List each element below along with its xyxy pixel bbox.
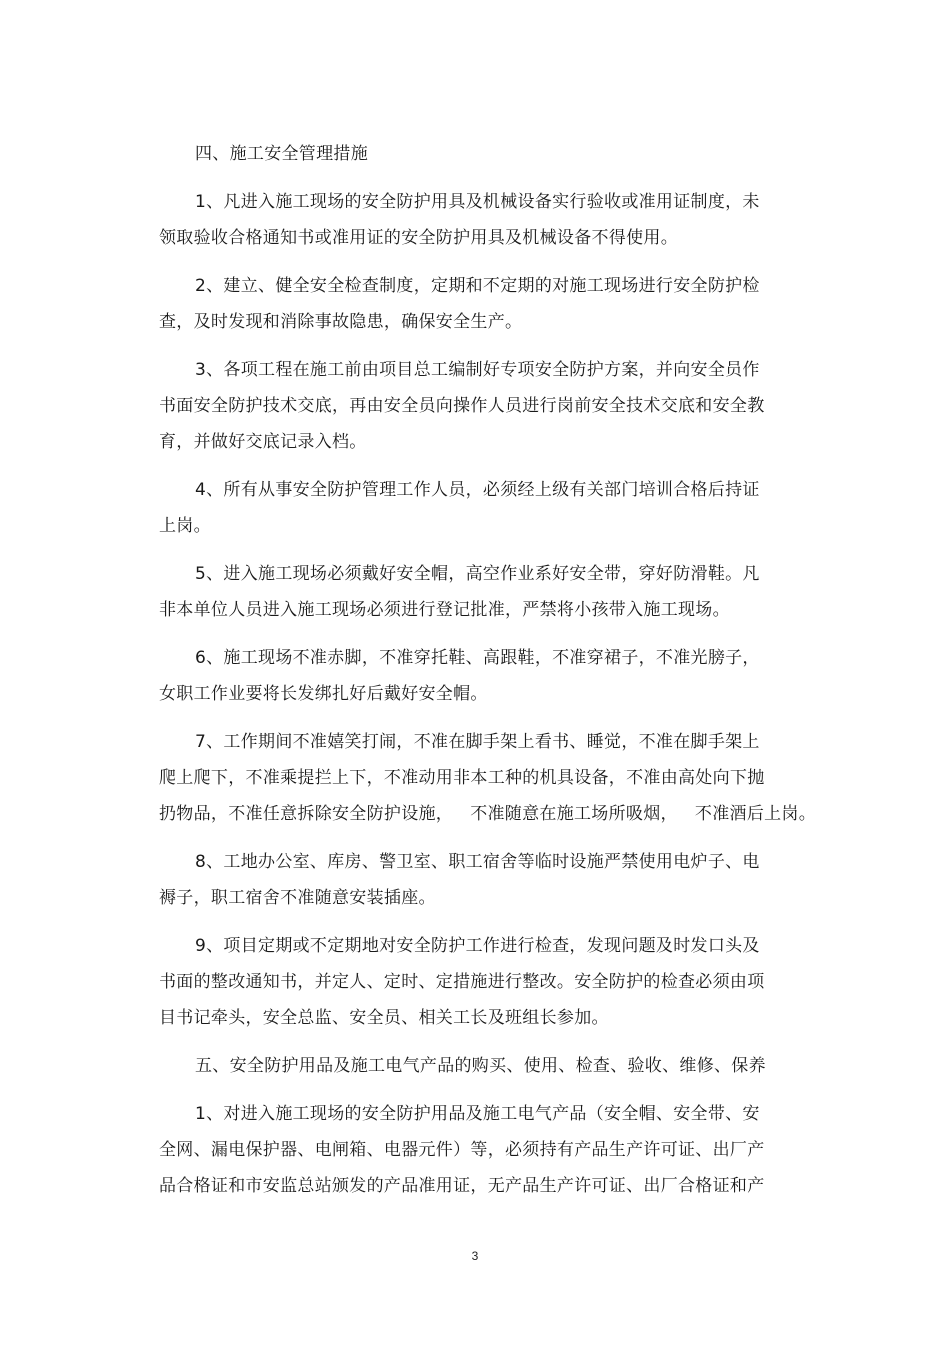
text-line: 目书记牵头，安全总监、安全员、相关工长及班组长参加。 [159, 1008, 609, 1028]
text-line: 5、进入施工现场必须戴好安全帽，高空作业系好安全带，穿好防滑鞋。凡 [195, 564, 760, 584]
paragraph [159, 136, 799, 172]
paragraph [159, 472, 799, 544]
paragraph [159, 184, 799, 256]
text-line: 育，并做好交底记录入档。 [159, 432, 367, 452]
text-line: 褥子，职工宿舍不准随意安装插座。 [159, 888, 436, 908]
paragraph [159, 1048, 799, 1084]
text-line: 8、工地办公室、库房、警卫室、职工宿舍等临时设施严禁使用电炉子、电 [195, 852, 760, 872]
paragraph [159, 844, 799, 916]
text-line: 扔物品，不准任意拆除安全防护设施， 不准随意在施工场所吸烟， 不准酒后上岗。 [159, 804, 817, 824]
page-number: 3 [471, 1249, 479, 1263]
paragraph [159, 724, 817, 832]
text-line: 7、工作期间不准嬉笑打闹，不准在脚手架上看书、睡觉，不准在脚手架上 [195, 732, 760, 752]
text-line: 查，及时发现和消除事故隐患，确保安全生产。 [159, 312, 523, 332]
text-line: 爬上爬下，不准乘提拦上下，不准动用非本工种的机具设备，不准由高处向下抛 [159, 768, 765, 788]
text-line: 6、施工现场不准赤脚，不准穿托鞋、高跟鞋，不准穿裙子，不准光膀子， [195, 648, 760, 668]
text-line: 非本单位人员进入施工现场必须进行登记批准，严禁将小孩带入施工现场。 [159, 600, 730, 620]
text-line: 领取验收合格通知书或准用证的安全防护用具及机械设备不得使用。 [159, 228, 678, 248]
paragraph [159, 268, 799, 340]
text-line: 书面的整改通知书，并定人、定时、定措施进行整改。安全防护的检查必须由项 [159, 972, 765, 992]
paragraph [159, 352, 799, 460]
paragraph [159, 1096, 799, 1204]
text-line: 9、项目定期或不定期地对安全防护工作进行检查，发现问题及时发口头及 [195, 936, 760, 956]
text-line: 上岗。 [159, 516, 211, 536]
text-line: 四、施工安全管理措施 [195, 144, 368, 164]
paragraph [159, 928, 799, 1036]
text-line: 3、各项工程在施工前由项目总工编制好专项安全防护方案，并向安全员作 [195, 360, 760, 380]
body-text [159, 136, 817, 1216]
text-line: 女职工作业要将长发绑扎好后戴好安全帽。 [159, 684, 488, 704]
text-line: 1、凡进入施工现场的安全防护用具及机械设备实行验收或准用证制度，未 [195, 192, 760, 212]
text-line: 品合格证和市安监总站颁发的产品准用证，无产品生产许可证、出厂合格证和产 [159, 1176, 765, 1196]
paragraph [159, 556, 799, 628]
text-line: 4、所有从事安全防护管理工作人员，必须经上级有关部门培训合格后持证 [195, 480, 760, 500]
text-line: 全网、漏电保护器、电闸箱、电器元件）等，必须持有产品生产许可证、出厂产 [159, 1140, 765, 1160]
text-line: 书面安全防护技术交底，再由安全员向操作人员进行岗前安全技术交底和安全教 [159, 396, 765, 416]
text-line: 2、建立、健全安全检查制度，定期和不定期的对施工现场进行安全防护检 [195, 276, 760, 296]
text-line: 五、安全防护用品及施工电气产品的购买、使用、检查、验收、维修、保养 [195, 1056, 766, 1076]
text-line: 1、对进入施工现场的安全防护用品及施工电气产品（安全帽、安全带、安 [195, 1104, 760, 1124]
paragraph [159, 640, 799, 712]
